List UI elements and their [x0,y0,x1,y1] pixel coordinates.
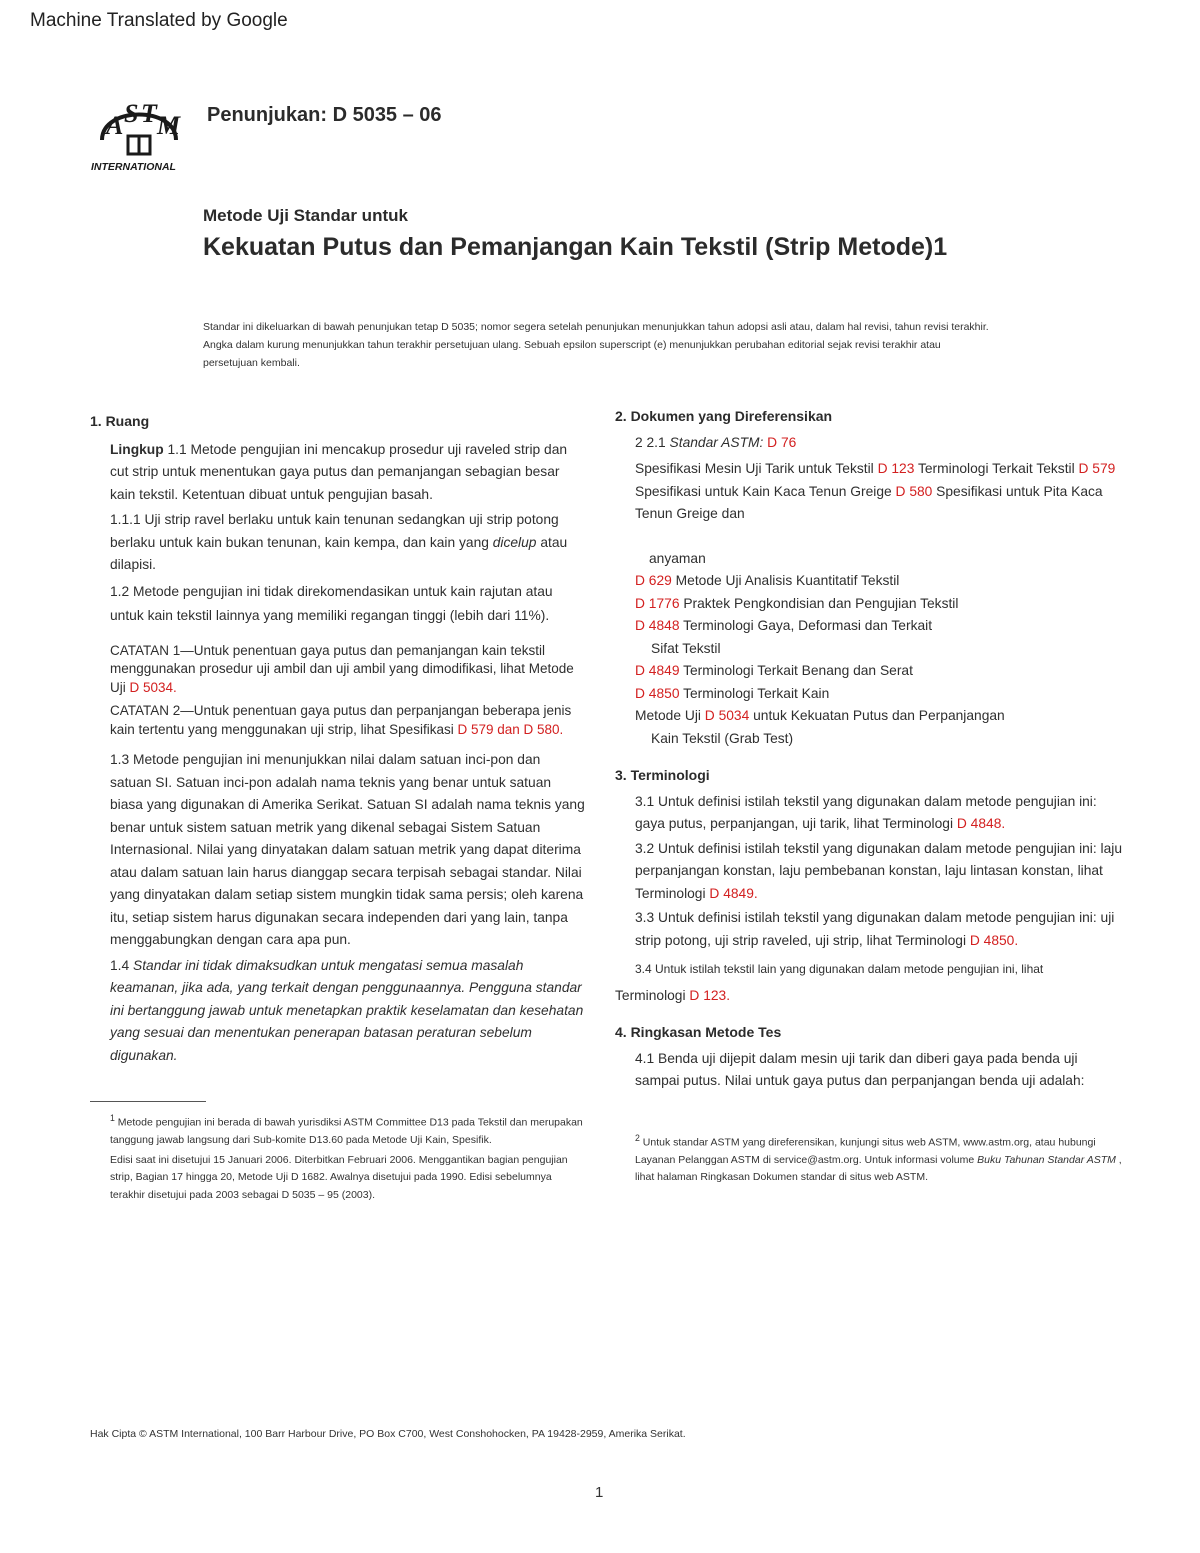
note-2: CATATAN 2—Untuk penentuan gaya putus dan perpanjangan beberapa jenis kain tertentu yang menggunakan uji strip, lihat Spesifikasi D 579 dan D 580. [110,703,572,737]
ref-link-d76[interactable]: D 76 [763,434,797,450]
footnote-1: $^1$ Metode pengujian ini berada di bawah yurisdiksi ASTM Committee D13 pada Tekstil dan merupakan tanggung jawab langsung dari Sub-komite D13.60 pada Metode Uji Kain, Spesifik. [110,1113,583,1146]
machine-translation-notice: Machine Translated by Google [30,10,288,31]
para-3-4: 3.4 Untuk istilah tekstil lain yang digunakan dalam metode pengujian ini, lihat [635,962,1044,976]
ref-link-d5034[interactable]: D 5034. [129,679,177,695]
section-2-heading: 2. Dokumen yang Direferensikan [615,408,833,424]
section-1-heading: 1. Ruang [90,413,150,429]
ref-link-d4849-term[interactable]: D 4849. [709,885,758,901]
svg-text:T: T [141,99,157,128]
para-3-4-cont: Terminologi D 123. [615,987,731,1003]
ref-link-d579-d580[interactable]: D 579 dan D 580. [457,721,564,737]
page-number: 1 [595,1484,604,1501]
para-1-3: 1.3 Metode pengujian ini menunjukkan nilai dalam satuan inci-pon dan satuan SI. Satuan inci-pon adalah nama teknis yang benar untuk satuan biasa yang digunakan di Amerika Serikat. Satuan SI adalah nama teknis yang benar untuk sistem satuan metrik yang dikenal sebagai Sistem Satuan Internasional. Nilai yang dinyatakan dalam satuan metrik yang dapat diterima atau dalam satuan lain harus dianggap secara terpisah sebagai standar. Nilai yang dinyatakan dalam setiap sistem mungkin tidak sama persis; oleh karena itu, setiap sistem harus digunakan secara independen dari yang lain, tanpa menggabungkan dengan cara apa pun. [110,752,585,947]
footnote-2: $^2$ Untuk standar ASTM yang direferensikan, kunjungi situs web ASTM, www.astm.org, atau hubungi Layanan Pelanggan ASTM di service@astm.org. Untuk informasi volume Buku Tahunan Standar ASTM , lihat halaman Ringkasan Dokumen standar di situs web ASTM. [635,1132,1122,1183]
designation: Penunjukan: D 5035 – 06 [207,104,442,126]
standard-kicker: Metode Uji Standar untuk [203,206,408,225]
astm-standards-line: 2 2.1 Standar ASTM: D 76 [635,434,797,450]
para-3-2: 3.2 Untuk definisi istilah tekstil yang digunakan dalam metode pengujian ini: laju perpanjangan konstan, laju pembebanan konstan, laju lintasan konstan, lihat Terminologi D 4849. [635,840,1123,901]
para-1-4: 1.4 Standar ini tidak dimaksudkan untuk mengatasi semua masalah keamanan, jika ada, yang terkait dengan penggunaannya. Pengguna standar ini bertanggung jawab untuk menetapkan praktik keselamatan dan kesehatan yang sesuai dan menentukan penerapan batasan peraturan sebelum digunakan. [110,957,584,1063]
ref-link-d123[interactable]: D 123 [877,461,915,476]
para-1-2: 1.2 Metode pengujian ini tidak direkomendasikan untuk kain rajutan atau untuk kain tekstil lainnya yang memiliki regangan tinggi (lebih dari 11%). [110,583,553,623]
ref-link-d4849[interactable]: D 4849 [635,663,680,678]
ref-link-d4850[interactable]: D 4850 [635,685,680,701]
ref-item-d5034-cont: Kain Tekstil (Grab Test) [651,730,794,746]
para-4-1: 4.1 Benda uji dijepit dalam mesin uji tarik dan diberi gaya pada benda uji sampai putus. Nilai untuk gaya putus dan perpanjangan benda uji adalah: [635,1050,1085,1088]
ref-link-d579[interactable]: D 579 [1078,461,1116,476]
para-3-1: 3.1 Untuk definisi istilah tekstil yang digunakan dalam metode pengujian ini: gaya putus, perpanjangan, uji tarik, lihat Terminologi D 4848. [635,793,1097,831]
astm-logo [88,88,190,176]
para-1-1: Lingkup 1.1 Metode pengujian ini mencakup prosedur uji raveled strip dan cut strip untuk menentukan gaya putus dan pemanjangan sebagian besar kain tekstil. Ketentuan dibuat untuk pengujian basah. [110,441,568,502]
ref-link-d1776[interactable]: D 1776 [635,595,680,611]
issuance-statement: Standar ini dikeluarkan di bawah penunjukan tetap D 5035; nomor segera setelah penunjukan menunjukkan tahun adopsi asli atau, dalam hal revisi, tahun revisi terakhir. Angka dalam kurung menunjukkan tahun terakhir persetujuan ulang. Sebuah epsilon superscript (e) menunjukkan perubahan editorial sejak revisi terakhir atau persetujuan kembali. [203,321,989,369]
copyright-footer: Hak Cipta © ASTM International, 100 Barr Harbour Drive, PO Box C700, West Conshohocken, PA 19428-2959, Amerika Serikat. [90,1428,686,1440]
ref-item-d4850: D 4850 Terminologi Terkait Kain [635,685,830,701]
referenced-specs: Spesifikasi Mesin Uji Tarik untuk Tekstil D 123 Terminologi Terkait Tekstil D 579 Spesifikasi untuk Kain Kaca Tenun Greige D 580 Spesifikasi untuk Pita Kaca Tenun Greige dan [635,461,1116,521]
ref-item-d4849: D 4849 Terminologi Terkait Benang dan Serat [635,663,913,678]
referenced-continuation: anyaman [649,550,706,566]
para-1-1-1: 1.1.1 Uji strip ravel berlaku untuk kain tenunan sedangkan uji strip potong berlaku untuk kain bukan tenunan, kain kempa, dan kain yang dicelup atau dilapisi. [110,512,568,572]
ref-link-d5034-right[interactable]: D 5034 [704,708,750,723]
section-4-heading: 4. Ringkasan Metode Tes [615,1024,782,1040]
ref-link-d580[interactable]: D 580 [895,483,933,499]
ref-item-d5034: Metode Uji D 5034 untuk Kekuatan Putus dan Perpanjangan [635,708,1005,723]
ref-link-d4848-term[interactable]: D 4848. [956,816,1006,831]
ref-item-d629: D 629 Metode Uji Analisis Kuantitatif Tekstil [635,573,900,588]
footnote-1-edition: Edisi saat ini disetujui 15 Januari 2006. Diterbitkan Februari 2006. Menggantikan bagian pengujian strip, Bagian 17 hingga 20, Metode Uji D 1682. Awalnya disetujui pada 1990. Edisi sebelumnya terakhir disetujui pada 2003 sebagai D 5035 – 95 (2003). [110,1153,568,1201]
svg-text:S: S [124,99,139,128]
ref-link-d629[interactable]: D 629 [635,573,672,588]
left-column [90,410,585,1204]
right-column [615,405,1125,1187]
ref-link-d123-term[interactable]: D 123. [689,987,731,1003]
ref-item-d1776: D 1776 Praktek Pengkondisian dan Pengujian Tekstil [635,595,959,611]
para-3-3: 3.3 Untuk definisi istilah tekstil yang digunakan dalam metode pengujian ini: uji strip potong, uji strip raveled, uji strip, lihat Terminologi D 4850. [635,910,1115,948]
section-3-heading: 3. Terminologi [615,767,710,783]
ref-item-d4848-cont: Sifat Tekstil [651,640,721,656]
ref-link-d4848[interactable]: D 4848 [635,618,680,633]
svg-text:M: M [157,111,181,140]
ref-link-d4850-term[interactable]: D 4850. [969,932,1019,948]
document-title: Kekuatan Putus dan Pemanjangan Kain Tekstil (Strip Metode)1 [203,233,948,261]
svg-text:A: A [106,111,124,140]
footnote-rule [90,1101,206,1102]
note-1: CATATAN 1—Untuk penentuan gaya putus dan pemanjangan kain tekstil menggunakan prosedur uji ambil dan uji ambil yang dimodifikasi, lihat Metode Uji D 5034. [110,642,574,695]
ref-item-d4848: D 4848 Terminologi Gaya, Deformasi dan Terkait [635,618,933,633]
logo-sub: INTERNATIONAL [91,161,176,173]
